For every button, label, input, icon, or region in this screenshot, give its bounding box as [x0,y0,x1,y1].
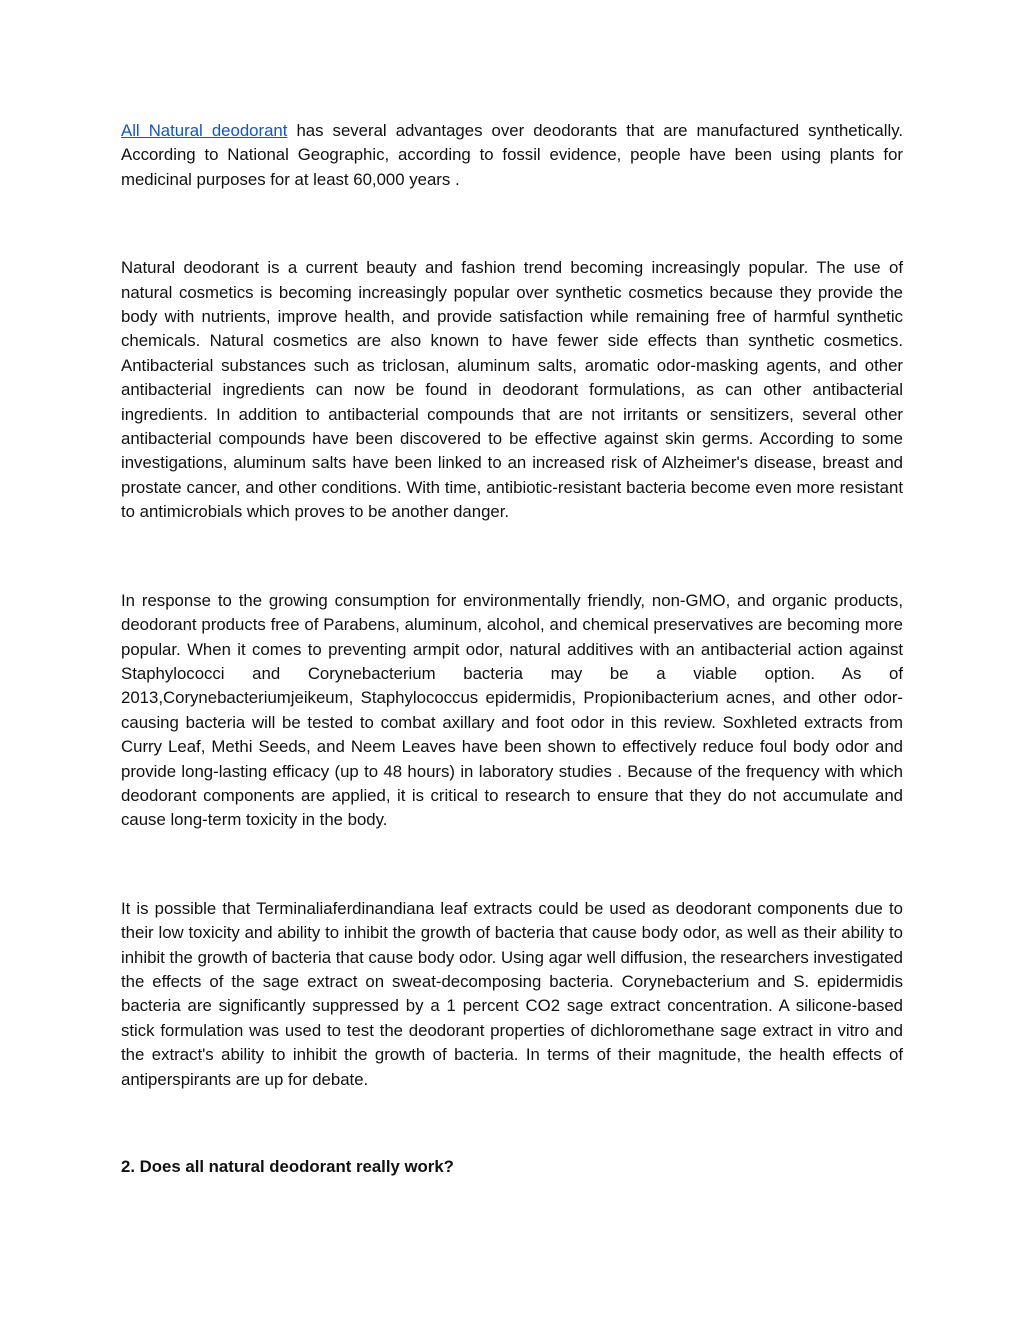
paragraph-intro [121,119,903,192]
natural-deodorant-link[interactable]: All Natural deodorant [121,121,288,140]
document-body [121,119,903,1179]
paragraph-consumer-response: In response to the growing consumption for environmentally friendly, non-GMO, and organic products, deodorant products free of Parabens, aluminum, alcohol, and chemical preservatives are becoming more popular. When it comes to preventing armpit odor, natural additives with an antibacterial action against Staphylococci and Corynebacterium bacteria may be a viable option. As of 2013,Corynebacteriumjeikeum, Staphylococcus epidermidis, Propionibacterium acnes, and other odor-causing bacteria will be tested to combat axillary and foot odor in this review. Soxhleted extracts from Curry Leaf, Methi Seeds, and Neem Leaves have been shown to effectively reduce foul body odor and provide long-lasting efficacy (up to 48 hours) in laboratory studies . Because of the frequency with which deodorant components are applied, it is critical to research to ensure that they do not accumulate and cause long-term toxicity in the body. [121,590,903,830]
paragraph-intro-text: has several advantages over deodorants that are manufactured synthetically. According to National Geographic, according to fossil evidence, people have been using plants for medicinal purposes for at least 60,000 years . [121,121,904,189]
paragraph-plant-extracts: It is possible that Terminaliaferdinandiana leaf extracts could be used as deodorant components due to their low toxicity and ability to inhibit the growth of bacteria that cause body odor, as well as their ability to inhibit the growth of bacteria that cause body odor. Using agar well diffusion, the researchers investigated the effects of the sage extract on sweat-decomposing bacteria. Corynebacterium and S. epidermidis bacteria are significantly suppressed by a 1 percent CO2 sage extract concentration. A silicone-based stick formulation was used to test the deodorant properties of dichloromethane sage extract in vitro and the extract's ability to inhibit the growth of bacteria. In terms of their magnitude, the health effects of antiperspirants are up for debate. [121,898,903,1089]
section-heading: 2. Does all natural deodorant really work? [121,1157,454,1176]
paragraph-natural-trend: Natural deodorant is a current beauty and fashion trend becoming increasingly popular. The use of natural cosmetics is becoming increasingly popular over synthetic cosmetics because they provide the body with nutrients, improve health, and provide satisfaction while remaining free of harmful synthetic chemicals. Natural cosmetics are also known to have fewer side effects than synthetic cosmetics. Antibacterial substances such as triclosan, aluminum salts, aromatic odor-masking agents, and other antibacterial ingredients can now be found in deodorant formulations, as can other antibacterial ingredients. In addition to antibacterial compounds that are not irritants or sensitizers, several other antibacterial compounds have been discovered to be effective against skin germs. According to some investigations, aluminum salts have been linked to an increased risk of Alzheimer's disease, breast and prostate cancer, and other conditions. With time, antibiotic-resistant bacteria become even more resistant to antimicrobials which proves to be another danger. [121,258,903,522]
